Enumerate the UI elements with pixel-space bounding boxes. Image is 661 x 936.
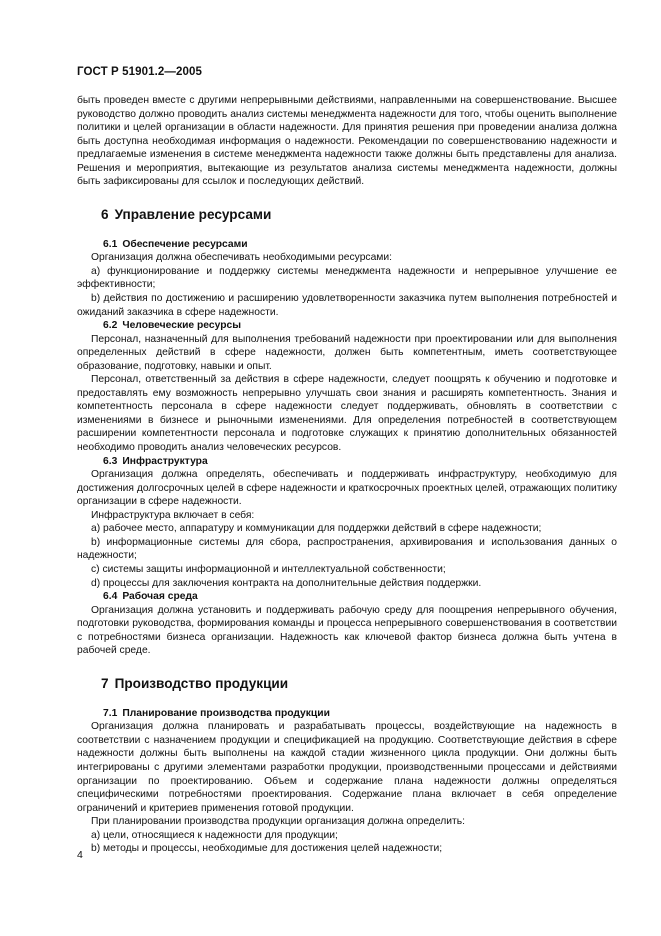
list-item: b) информационные системы для сбора, распространения, архивирования и использования данных о надежности;: [77, 536, 617, 562]
section-6-1-heading: [77, 238, 617, 252]
list-item: c) системы защиты информационной и интеллектуальной собственности;: [91, 563, 446, 575]
list-item: а) функционирование и поддержку системы менеджмента надежности и непрерывное улучшение ее эффективности;: [77, 265, 617, 291]
section-6-title: Управление ресурсами: [114, 206, 272, 222]
section-6-2-heading: [77, 319, 617, 333]
list-item: а) цели, относящиеся к надежности для продукции;: [91, 829, 338, 841]
section-6-number: 6: [101, 206, 109, 222]
list-item: а) рабочее место, аппаратуру и коммуникации для поддержки действий в сфере надежности;: [91, 523, 542, 535]
section-6-2-title: Человеческие ресурсы: [122, 320, 242, 332]
paragraph: Организация должна обеспечивать необходимыми ресурсами:: [91, 252, 392, 264]
section-6-2-number: 6.2: [103, 320, 118, 332]
section-7-heading: [101, 676, 617, 692]
paragraph: Организация должна планировать и разрабатывать процессы, воздействующие на надежность в соответствии с назначением продукции и спецификацией на продукцию. Соответствующие действия в сфере надежности должны быть выполнены на каждой стадии жизненного цикла продукции. Они должны быть интегрированы с другими элементами разработки продукции, производственными процессами и действиями организации по проектированию. Объем и содержание плана надежности должны определяться специфическими потребностями проектирования. Содержание плана включает в себя определение ограничений и критериев применения готовой продукции.: [77, 721, 617, 814]
paragraph: При планировании производства продукции организация должна определить:: [91, 816, 465, 828]
section-6-3-title: Инфраструктура: [122, 455, 208, 467]
section-6-4-number: 6.4: [103, 591, 118, 603]
section-7-1-heading: [77, 707, 617, 721]
intro-paragraph: быть проведен вместе с другими непрерывными действиями, направленными на совершенствование. Высшее руководство должно проводить анализ системы менеджмента надежности для того, чтобы оценить выполнение политики и целей организации в области надежности. Для принятия решения при проведении анализа должна быть доступна необходимая информация о надежности. Рекомендации по совершенствованию надежности и предлагаемые изменения в системе менеджмента надежности также должны быть представлены для анализа. Решения и мероприятия, вытекающие из результатов анализа системы менеджмента надежности, должны быть зафиксированы для ссылок и последующих действий.: [77, 95, 617, 188]
section-6-3-heading: [77, 455, 617, 469]
paragraph: Организация должна определять, обеспечивать и поддерживать инфраструктуру, необходимую для достижения долгосрочных целей в сфере надежности и краткосрочных проектных целей, отражающих политику организации в сфере надежности.: [77, 469, 617, 508]
paragraph: Персонал, назначенный для выполнения требований надежности при проектировании или для выполнения определенных действий в сфере надежности, должен быть компетентным, иметь соответствующее образование, подготовку, навыки и опыт.: [77, 333, 617, 372]
section-6-1-title: Обеспечение ресурсами: [122, 238, 248, 250]
section-7-number: 7: [101, 675, 109, 691]
section-6-heading: [101, 207, 617, 223]
list-item: b) действия по достижению и расширению удовлетворенности заказчика путем выполнения потребностей и ожиданий заказчика в сфере надежности.: [77, 293, 617, 318]
section-7-title: Производство продукции: [114, 675, 289, 691]
list-item: b) методы и процессы, необходимые для достижения целей надежности;: [91, 843, 443, 855]
section-6-4-heading: [77, 590, 617, 604]
paragraph: Персонал, ответственный за действия в сфере надежности, следует поощрять к обучению и подготовке и предоставлять ему возможность непрерывно улучшать свои знания и расширять компетентность. Знания и компетентность персонала в сфере надежности следует поддерживать, обновлять в соответствии с изменениями в бизнесе и рыночными изменениями. Для определения потребностей в соответствующем расширении компетентности персонала и подготовке служащих к принятию дополнительных обязанностей необходимо проводить анализ человеческих ресурсов.: [77, 374, 617, 454]
paragraph: Инфраструктура включает в себя:: [91, 509, 255, 521]
section-7-1-number: 7.1: [103, 707, 118, 719]
section-6-4-title: Рабочая среда: [122, 591, 198, 603]
section-6-3-number: 6.3: [103, 455, 118, 467]
document-header: ГОСТ Р 51901.2—2005: [77, 66, 202, 78]
section-7-1-title: Планирование производства продукции: [122, 707, 330, 719]
document-body: [77, 94, 617, 856]
section-6-1-number: 6.1: [103, 238, 118, 250]
page-number: 4: [77, 849, 83, 861]
paragraph: Организация должна установить и поддерживать рабочую среду для поощрения непрерывного обучения, подготовки руководства, формирования команды и процесса непрерывного совершенствования в соответствии с потребностями бизнеса организации. Надежность как ключевой фактор бизнеса должна быть учтена в рабочей среде.: [77, 604, 617, 657]
list-item: d) процессы для заключения контракта на дополнительные действия поддержки.: [91, 577, 482, 589]
